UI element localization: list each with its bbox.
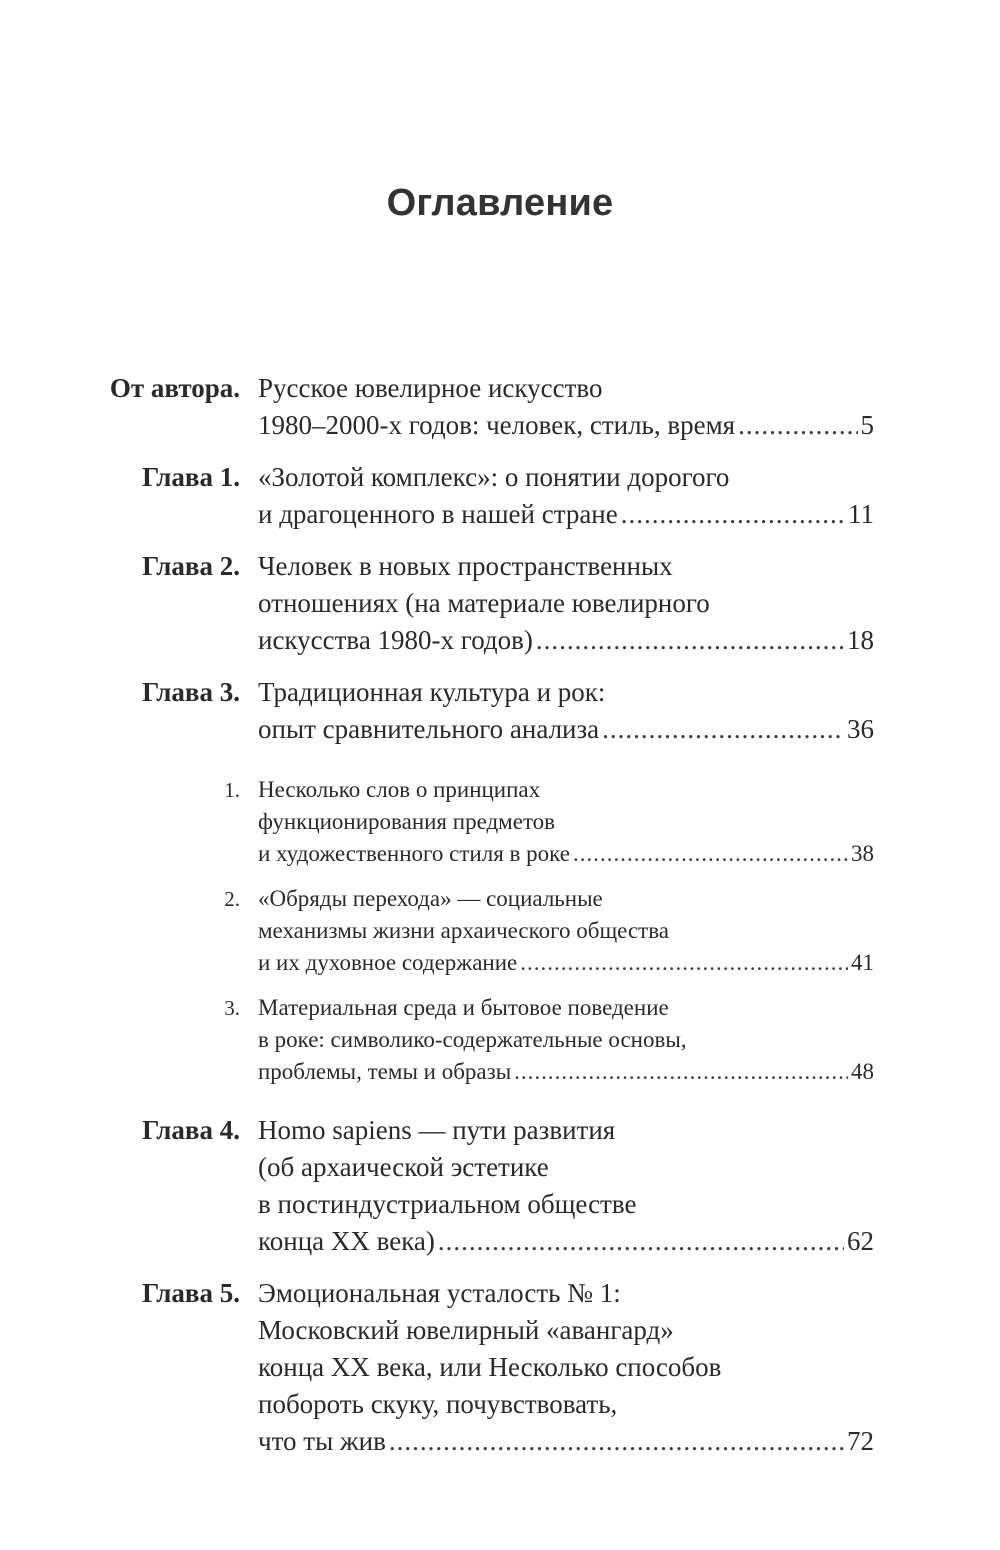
- toc-entry-section-3-2[interactable]: [0, 883, 1000, 979]
- entry-label: Глава 2.: [142, 551, 240, 581]
- page-number: 48: [851, 1059, 874, 1084]
- entry-line: функционирования предметов: [258, 809, 556, 834]
- toc-entry-section-3-1[interactable]: [0, 774, 1000, 870]
- entry-label: 1.: [224, 778, 240, 802]
- page-number: 18: [847, 625, 874, 655]
- dot-leader: [389, 1423, 844, 1460]
- entry-line: механизмы жизни архаического общества: [258, 918, 669, 943]
- page-number: 5: [860, 410, 874, 440]
- entry-line: Московский ювелирный «авангард»: [258, 1315, 674, 1345]
- page-title: Оглавление: [386, 182, 614, 224]
- dot-leader: [573, 838, 848, 870]
- entry-line: «Золотой комплекс»: о понятии дорогого: [258, 462, 730, 492]
- toc-entry-author[interactable]: [0, 370, 1000, 444]
- entry-label: 2.: [224, 887, 240, 911]
- dot-leader: [520, 947, 848, 979]
- page-number: 41: [851, 950, 874, 975]
- toc-entry-chapter-4[interactable]: [0, 1112, 1000, 1260]
- dot-leader: [738, 407, 857, 444]
- page-number: 72: [847, 1426, 874, 1456]
- dot-leader: [514, 1056, 848, 1088]
- entry-line: Несколько слов о принципах: [258, 777, 541, 802]
- entry-line: Русское ювелирное искусство: [258, 373, 603, 403]
- entry-line: что ты жив: [258, 1426, 386, 1456]
- page-number: 62: [847, 1226, 874, 1256]
- entry-line: опыт сравнительного анализа: [258, 714, 600, 744]
- entry-label: Глава 4.: [142, 1115, 240, 1145]
- toc-entry-section-3-3[interactable]: [0, 992, 1000, 1088]
- entry-line: в роке: символико-содержательные основы,: [258, 1027, 687, 1052]
- table-of-contents: [0, 370, 1000, 1475]
- entry-label: Глава 1.: [142, 462, 240, 492]
- entry-label: Глава 5.: [142, 1278, 240, 1308]
- entry-line: конца XX века): [258, 1226, 435, 1256]
- entry-line: и художественного стиля в роке: [258, 841, 570, 866]
- entry-line: и драгоценного в нашей стране: [258, 499, 618, 529]
- entry-line: 1980–2000-х годов: человек, стиль, время: [258, 410, 736, 440]
- entry-line: (об архаической эстетике: [258, 1152, 549, 1182]
- entry-line: «Обряды перехода» — социальные: [258, 886, 603, 911]
- dot-leader: [602, 711, 844, 748]
- entry-line: проблемы, темы и образы: [258, 1059, 512, 1084]
- entry-line: и их духовное содержание: [258, 950, 518, 975]
- toc-entry-chapter-2[interactable]: [0, 548, 1000, 659]
- entry-line: побороть скуку, почувствовать,: [258, 1389, 618, 1419]
- dot-leader: [536, 622, 844, 659]
- page-number: 38: [851, 841, 874, 866]
- entry-line: искусства 1980-х годов): [258, 625, 533, 655]
- page-number: 36: [847, 714, 874, 744]
- entry-line: в постиндустриальном обществе: [258, 1189, 637, 1219]
- entry-line: Материальная среда и бытовое поведение: [258, 995, 669, 1020]
- toc-entry-chapter-3[interactable]: [0, 674, 1000, 748]
- entry-line: конца XX века, или Несколько способов: [258, 1352, 722, 1382]
- entry-label: 3.: [224, 996, 240, 1020]
- page-number: 11: [848, 499, 874, 529]
- entry-label: Глава 3.: [142, 677, 240, 707]
- entry-line: Homo sapiens — пути развития: [258, 1115, 616, 1145]
- toc-entry-chapter-5[interactable]: [0, 1275, 1000, 1460]
- entry-line: отношениях (на материале ювелирного: [258, 588, 710, 618]
- entry-line: Человек в новых пространственных: [258, 551, 673, 581]
- dot-leader: [621, 496, 845, 533]
- toc-entry-chapter-1[interactable]: [0, 459, 1000, 533]
- entry-line: Традиционная культура и рок:: [258, 677, 606, 707]
- entry-label: От автора.: [109, 373, 240, 403]
- dot-leader: [438, 1223, 844, 1260]
- entry-line: Эмоциональная усталость № 1:: [258, 1278, 621, 1308]
